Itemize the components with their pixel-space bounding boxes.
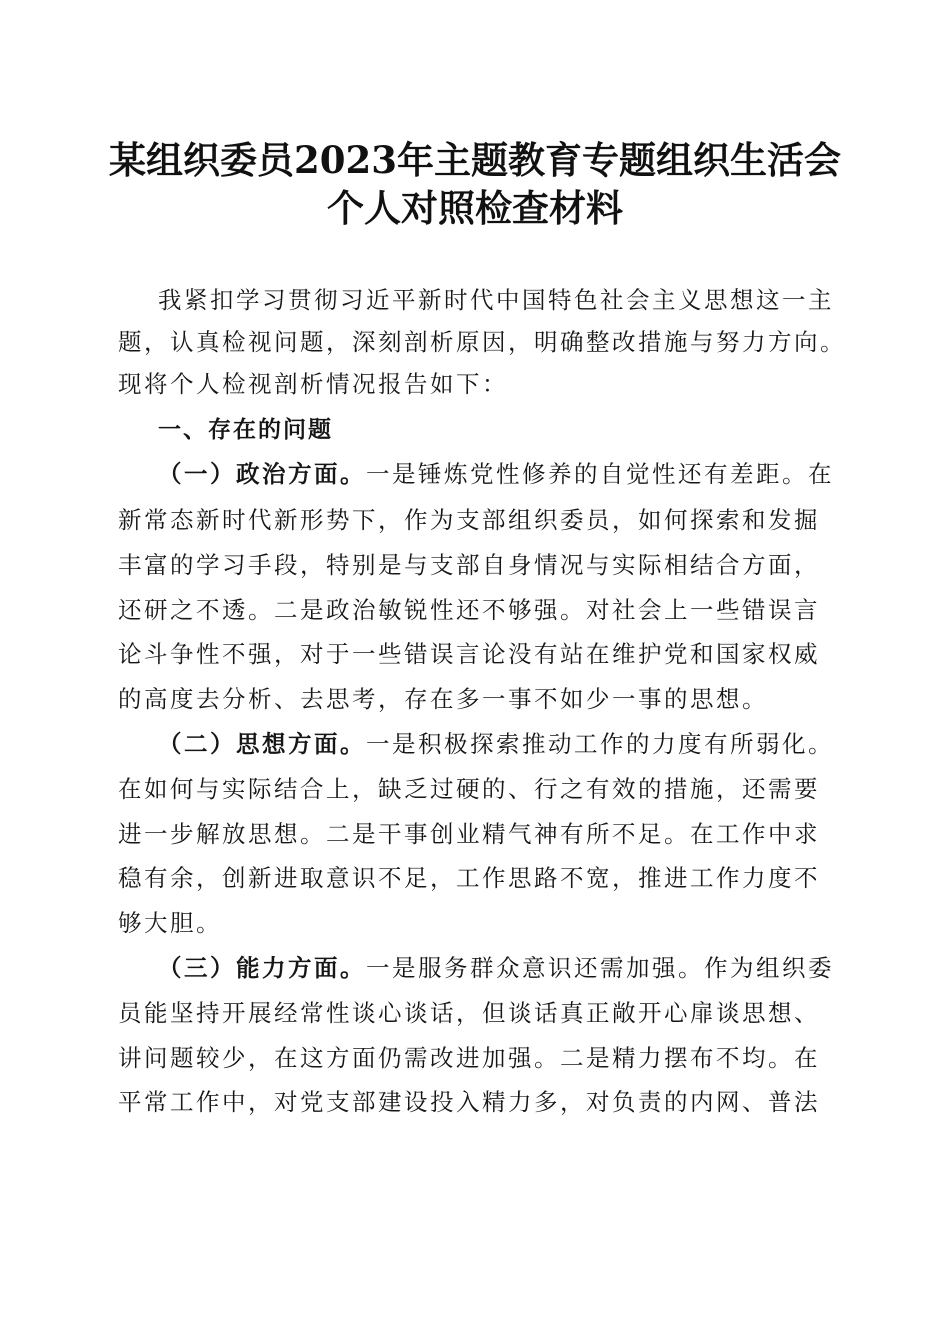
paragraph-line: 平常工作中，对党支部建设投入精力多，对负责的内网、普法 [118, 1088, 820, 1116]
section-heading: 一、存在的问题 [158, 417, 333, 443]
paragraph-text: 一是服务群众意识还需加强。作为组织委 [366, 954, 834, 982]
paragraph-line: 新常态新时代新形势下，作为支部组织委员，如何探索和发掘 [118, 506, 820, 534]
paragraph-line: 论斗争性不强，对于一些错误言论没有站在维护党和国家权威 [118, 640, 820, 668]
intro-line: 现将个人检视剖析情况报告如下： [118, 370, 508, 398]
paragraph-first-line [158, 950, 834, 986]
document-title-line-2: 个人对照检查材料 [327, 186, 623, 230]
paragraph-text: 一是积极探索推动工作的力度有所弱化。 [366, 730, 834, 758]
paragraph-line: 进一步解放思想。二是干事创业精气神有所不足。在工作中求 [118, 820, 820, 848]
paragraph-line: 讲问题较少，在这方面仍需改进加强。二是精力摆布不均。在 [118, 1044, 820, 1072]
document-title-line-1: 某组织委员2023年主题教育专题组织生活会 [109, 138, 841, 182]
intro-line: 我紧扣学习贯彻习近平新时代中国特色社会主义思想这一主 [158, 286, 834, 314]
intro-line: 题，认真检视问题，深刻剖析原因，明确整改措施与努力方向。 [118, 328, 846, 356]
paragraph-first-line [158, 726, 834, 762]
paragraph-line: 丰富的学习手段，特别是与支部自身情况与实际相结合方面， [118, 551, 820, 579]
subsection-lead: （二）思想方面。 [158, 730, 366, 758]
paragraph-line: 的高度去分析、去思考，存在多一事不如少一事的思想。 [118, 685, 768, 713]
subsection-lead: （一）政治方面。 [158, 460, 366, 488]
paragraph-line: 在如何与实际结合上，缺乏过硬的、行之有效的措施，还需要 [118, 775, 820, 803]
paragraph-line: 稳有余，创新进取意识不足，工作思路不宽，推进工作力度不 [118, 864, 820, 892]
paragraph-text: 一是锤炼党性修养的自觉性还有差距。在 [366, 460, 834, 488]
paragraph-line: 员能坚持开展经常性谈心谈话，但谈话真正敞开心扉谈思想、 [118, 999, 820, 1027]
paragraph-line: 够大胆。 [118, 909, 222, 937]
subsection-lead: （三）能力方面。 [158, 954, 366, 982]
paragraph-line: 还研之不透。二是政治敏锐性还不够强。对社会上一些错误言 [118, 596, 820, 624]
paragraph-first-line [158, 456, 834, 492]
